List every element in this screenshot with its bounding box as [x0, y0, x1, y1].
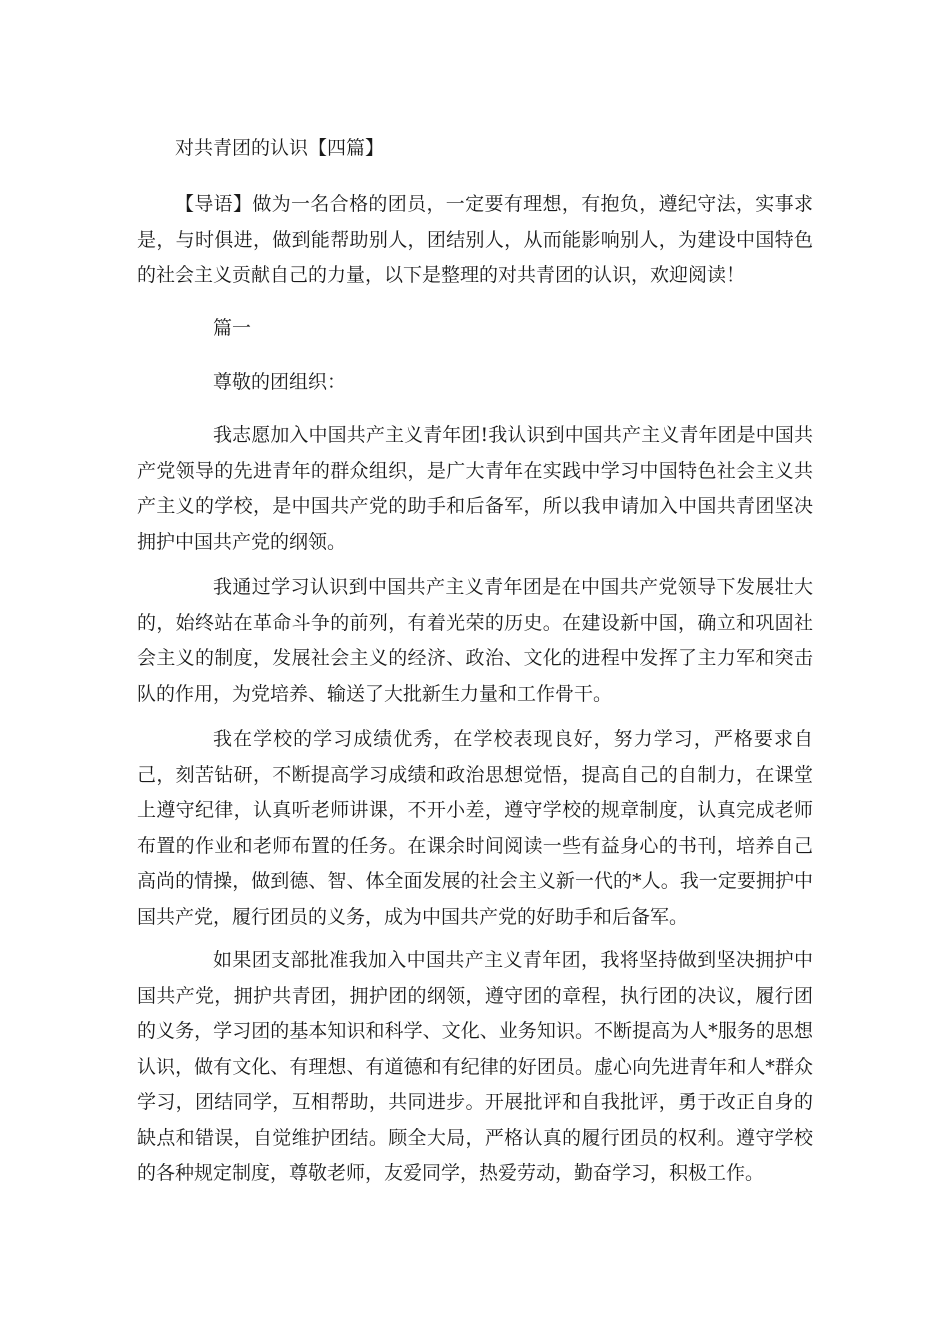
- salutation: 尊敬的团组织：: [213, 371, 347, 393]
- body-paragraph-1: 我志愿加入中国共产主义青年团!我认识到中国共产主义青年团是中国共产党领导的先进青年的群众组织，是广大青年在实践中学习中国特色社会主义共产主义的学校，是中国共产党的助手和后备军，所以我申请加入中国共青团坚决拥护中国共产党的纲领。: [137, 424, 813, 553]
- document-title: 对共青团的认识【四篇】: [175, 137, 385, 159]
- body-paragraph-3: 我在学校的学习成绩优秀，在学校表现良好，努力学习，严格要求自己，刻苦钻研，不断提高学习成绩和政治思想觉悟，提高自己的自制力，在课堂上遵守纪律，认真听老师讲课，不开小差，遵守学校的规章制度，认真完成老师布置的作业和老师布置的任务。在课余时间阅读一些有益身心的书刊，培养自己高尚的情操，做到德、智、体全面发展的社会主义新一代的*人。我一定要拥护中国共产党，履行团员的义务，成为中国共产党的好助手和后备军。: [137, 728, 813, 928]
- body-paragraph-4: 如果团支部批准我加入中国共产主义青年团，我将坚持做到坚决拥护中国共产党，拥护共青团，拥护团的纲领，遵守团的章程，执行团的决议，履行团的义务，学习团的基本知识和科学、文化、业务知识。不断提高为人*服务的思想认识，做有文化、有理想、有道德和有纪律的好团员。虚心向先进青年和人*群众学习，团结同学，互相帮助，共同进步。开展批评和自我批评，勇于改正自身的缺点和错误，自觉维护团结。顾全大局，严格认真的履行团员的权利。遵守学校的各种规定制度，尊敬老师，友爱同学，热爱劳动，勤奋学习，积极工作。: [137, 949, 813, 1184]
- body-paragraph-2: 我通过学习认识到中国共产主义青年团是在中国共产党领导下发展壮大的，始终站在革命斗争的前列，有着光荣的历史。在建设新中国，确立和巩固社会主义的制度，发展社会主义的经济、政治、文化的进程中发挥了主力军和突击队的作用，为党培养、输送了大批新生力量和工作骨干。: [137, 576, 813, 705]
- section-heading: 篇一: [213, 317, 252, 339]
- intro-paragraph: 【导语】做为一名合格的团员，一定要有理想，有抱负，遵纪守法，实事求是，与时俱进，做到能帮助别人，团结别人，从而能影响别人，为建设中国特色的社会主义贡献自己的力量，以下是整理的对共青团的认识，欢迎阅读！: [137, 193, 813, 286]
